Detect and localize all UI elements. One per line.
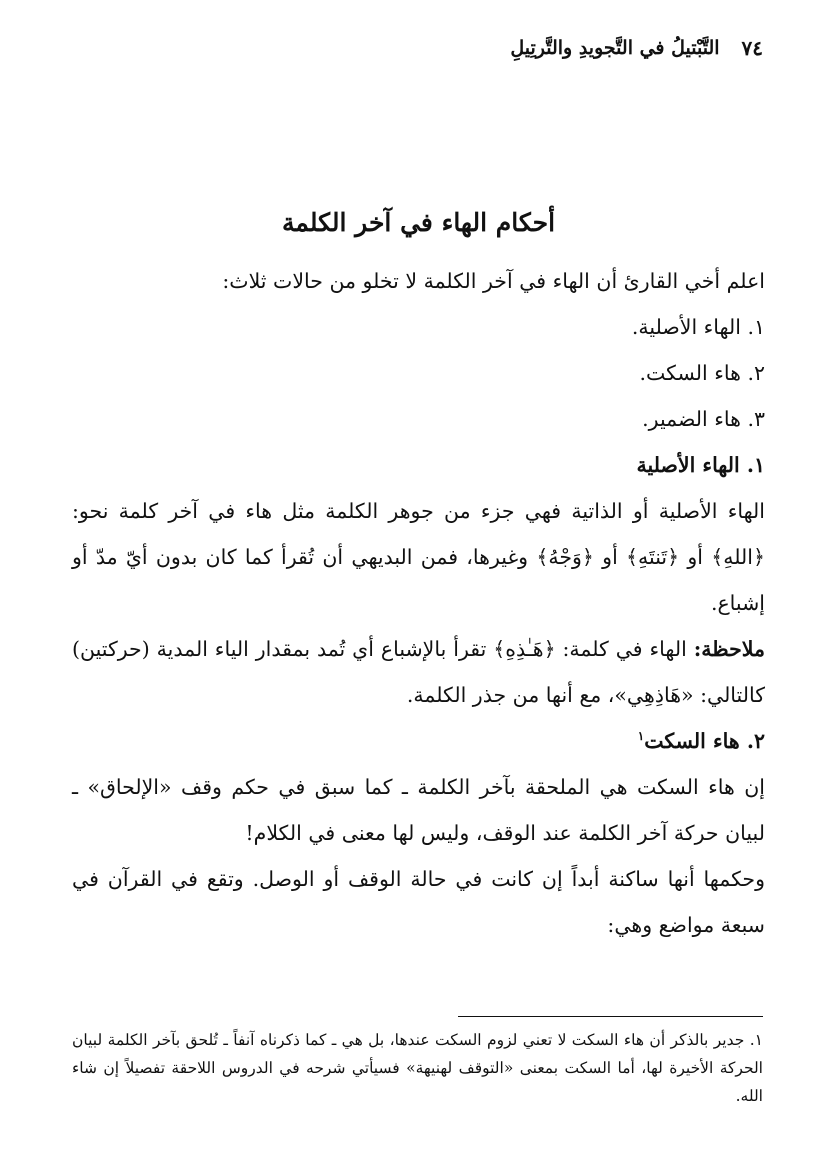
subheading-sakt-ha xyxy=(72,718,765,764)
section-title: أحكام الهاء في آخر الكلمة xyxy=(281,208,556,237)
note-paragraph xyxy=(72,626,765,718)
sakt-ha-paragraph-2: وحكمها أنها ساكنة أبداً إن كانت في حالة الوقف أو الوصل. وتقع في القرآن في سبعة مواضع وهي: xyxy=(72,867,765,937)
footnote-ref-marker[interactable]: ١ xyxy=(637,729,645,744)
subheading-sakt-ha-label: ٢. هاء السكت xyxy=(644,729,765,753)
intro-paragraph: اعلم أخي القارئ أن الهاء في آخر الكلمة لا تخلو من حالات ثلاث: xyxy=(222,269,765,293)
note-text: الهاء في كلمة: ﴿هَـٰذِهِ﴾ تقرأ بالإشباع أي تُمد بمقدار الياء المدية (حركتين) كالتالي: «هَاذِهِي»، مع أنها من جذر الكلمة. xyxy=(72,637,765,707)
page-body xyxy=(72,196,765,948)
footnote-1: ١. جدير بالذكر أن هاء السكت لا تعني لزوم السكت عندها، بل هي ـ كما ذكرناه آنفاً ـ تُلحق بآخر الكلمة لبيان الحركة الأخيرة لها، أما السكت بمعنى «التوقف لهنيهة» فسيأتي شرحه في الدروس اللاحقة تفصيلاً إن شاء الله. xyxy=(72,1031,763,1105)
list-item-original-ha: ١. الهاء الأصلية. xyxy=(631,315,765,339)
list-item-pronoun-ha: ٣. هاء الضمير. xyxy=(642,407,765,431)
sakt-ha-paragraph-1: إن هاء السكت هي الملحقة بآخر الكلمة ـ كما سبق في حكم وقف «الإلحاق» ـ لبيان حركة آخر الكلمة عند الوقف، وليس لها معنى في الكلام! xyxy=(72,775,765,845)
book-title: التَّبْتيلُ في التَّجويدِ والتَّرتِيلِ xyxy=(510,37,720,59)
note-label: ملاحظة: xyxy=(693,637,765,661)
footnotes-area xyxy=(72,1026,763,1110)
subheading-original-ha: ١. الهاء الأصلية xyxy=(636,453,765,477)
page-number: ٧٤ xyxy=(741,36,763,60)
list-item-sakt-ha: ٢. هاء السكت. xyxy=(639,361,765,385)
original-ha-paragraph: الهاء الأصلية أو الذاتية فهي جزء من جوهر الكلمة مثل هاء في آخر كلمة نحو: ﴿اللهِ﴾ أو ﴿تَنتَهِ﴾ أو ﴿وَجْهُ﴾ وغيرها، فمن البديهي أن تُقرأ كما كان بدون أيّ مدّ أو إشباع. xyxy=(72,499,765,615)
footnote-divider xyxy=(458,1016,763,1017)
running-header xyxy=(72,36,763,60)
